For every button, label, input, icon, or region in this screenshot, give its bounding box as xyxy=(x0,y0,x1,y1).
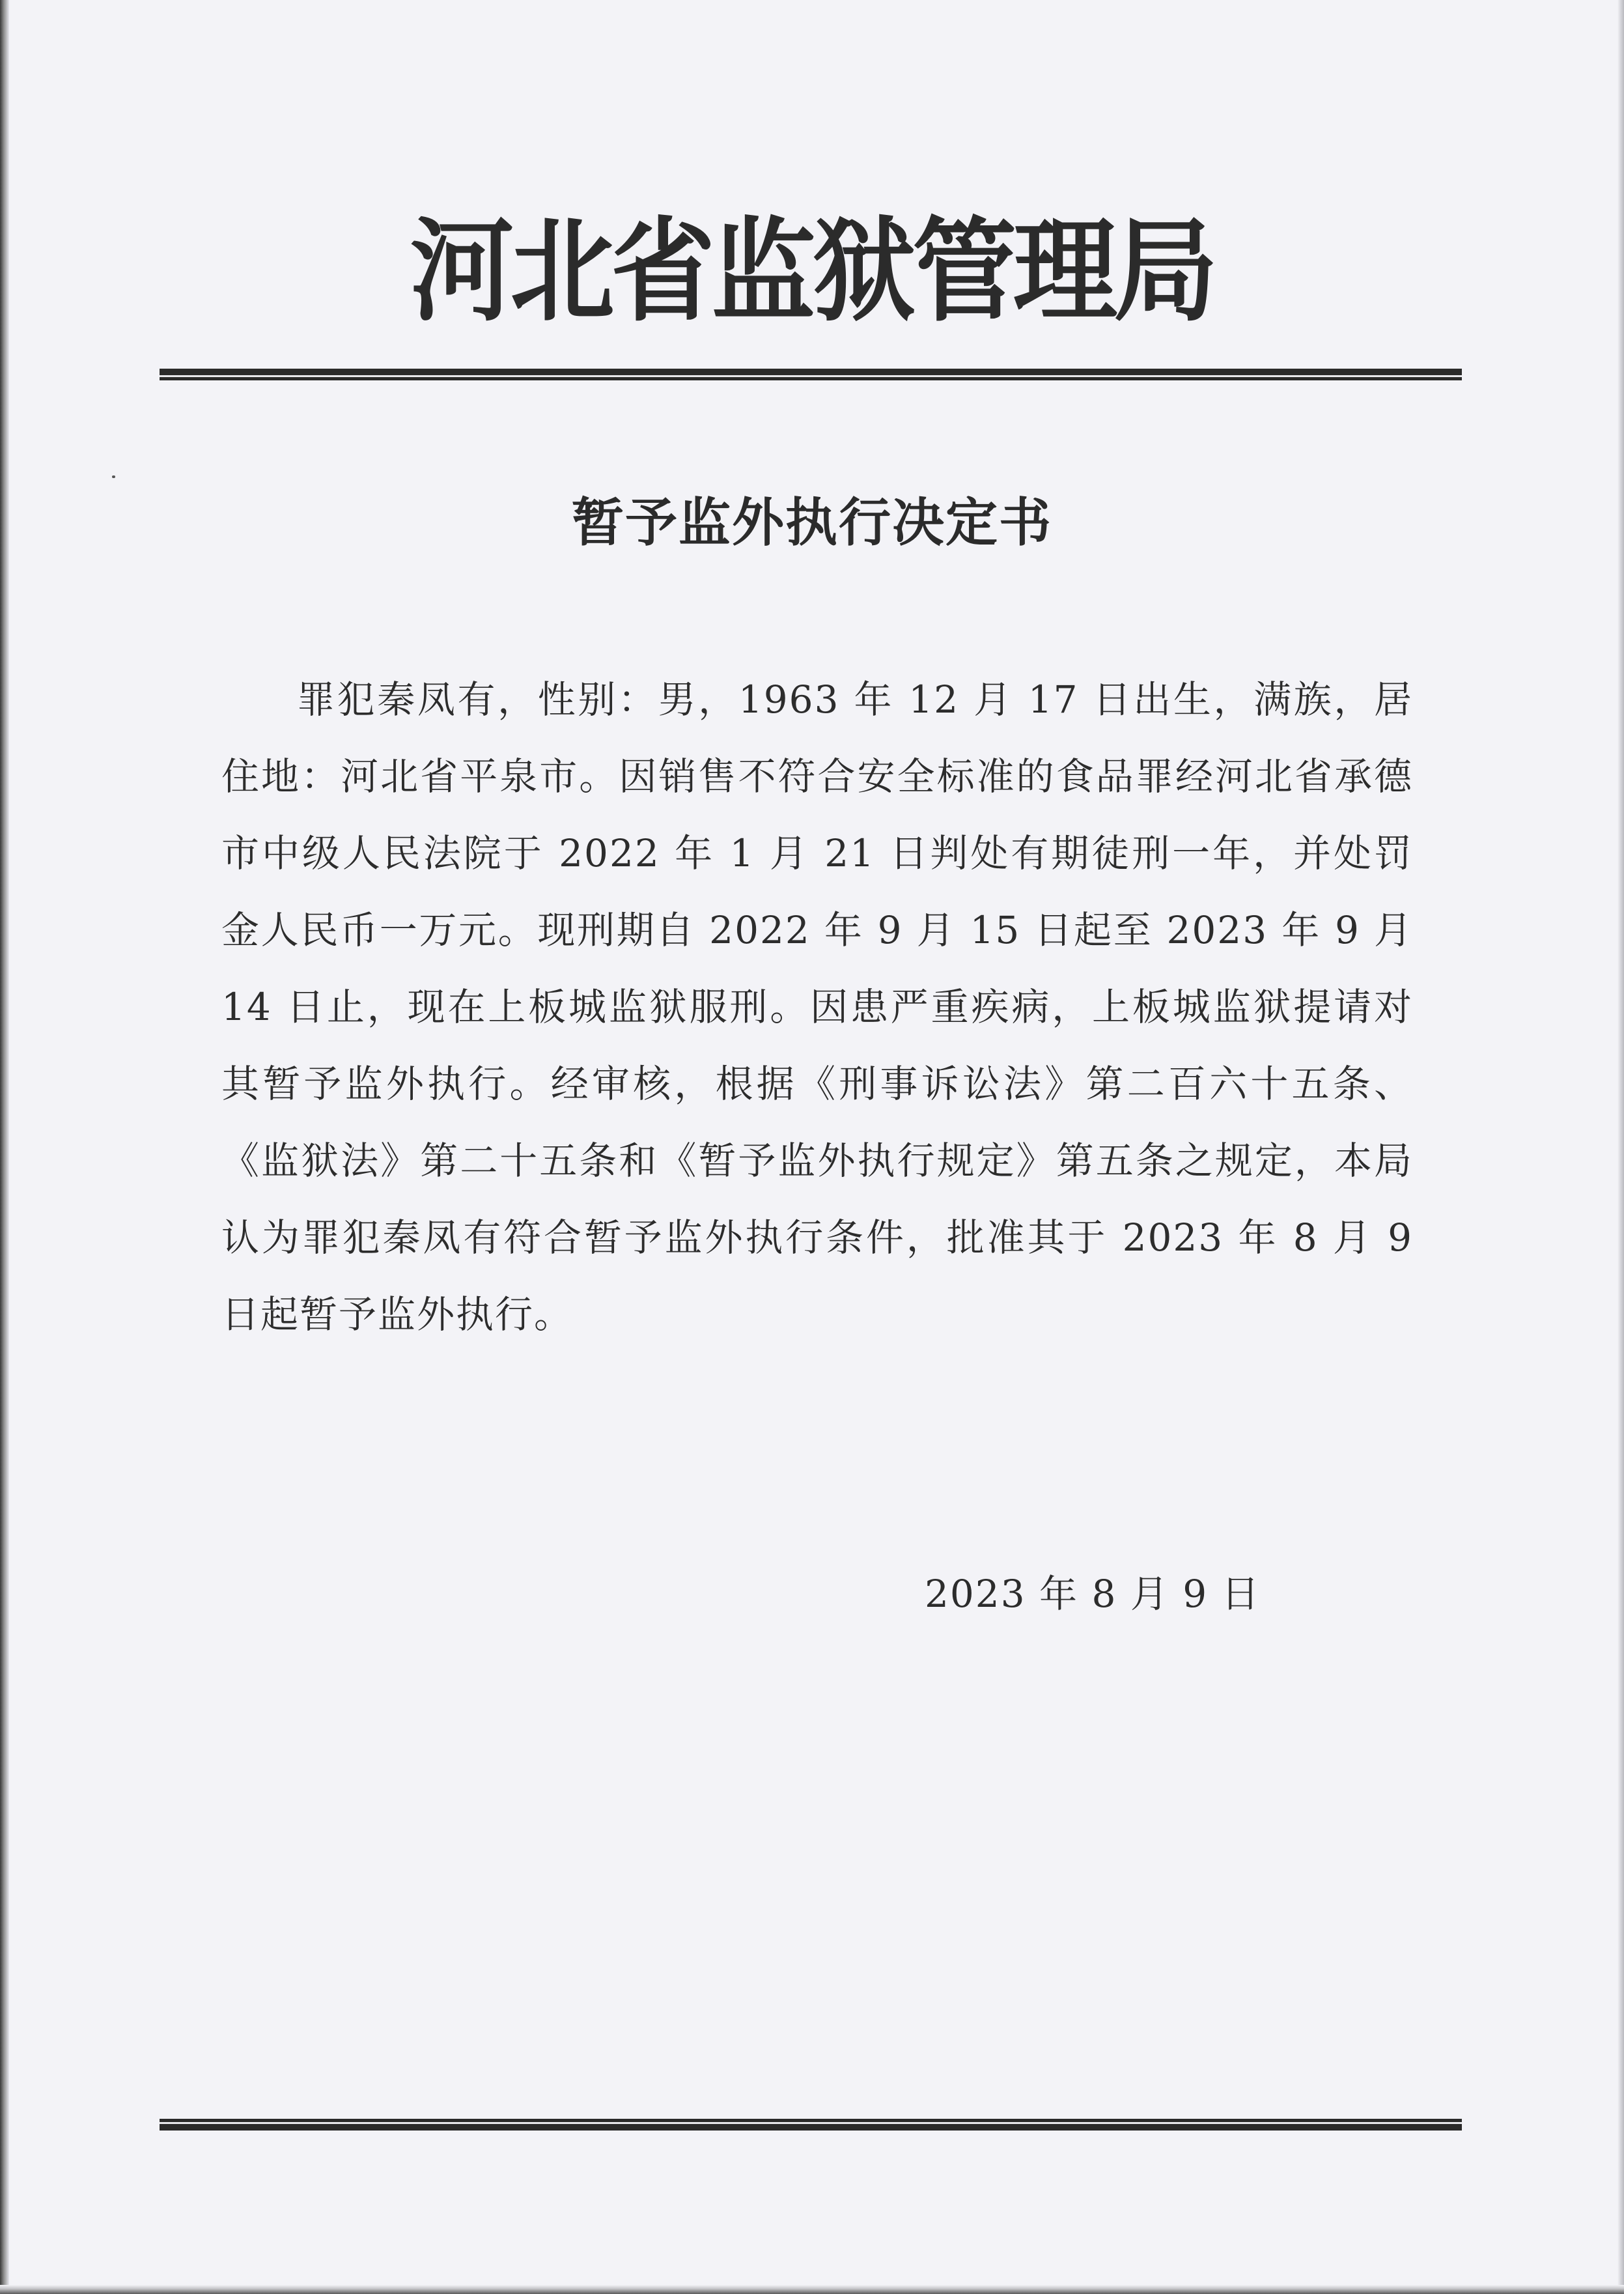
scan-edge-right xyxy=(1617,0,1624,2294)
document-date: 2023 年 8 月 9 日 xyxy=(925,1572,1261,1616)
scan-edge-bottom xyxy=(0,2285,1624,2294)
document-title: 暂予监外执行决定书 xyxy=(572,492,1052,553)
scan-edge-left xyxy=(0,0,9,2294)
document-body: 罪犯秦凤有，性别：男，1963 年 12 月 17 日出生，满族，居住地：河北省平泉市。因销售不符合安全标准的食品罪经河北省承德市中级人民法院于 2022 年 1 月 21 日判处有期徒刑一年，并处罚金人民币一万元。现刑期自 2022 年 9 月 15 日起至 2023 年 9 月 14 日止，现在上板城监狱服刑。因患严重疾病，上板城监狱提请对其暂予监外执行。经审核，根据《刑事诉讼法》第二百六十五条、《监狱法》第二十五条和《暂予监外执行规定》第五条之规定，本局认为罪犯秦凤有符合暂予监外执行条件，批准其于 2023 年 8 月 9 日起暂予监外执行。 xyxy=(221,677,1413,1337)
scan-speck xyxy=(112,475,115,478)
letterhead xyxy=(0,205,1624,337)
letterhead-rule-top xyxy=(160,369,1462,380)
issuer-name: 河北省监狱管理局 xyxy=(410,205,1214,337)
footer-rule xyxy=(160,2119,1462,2131)
